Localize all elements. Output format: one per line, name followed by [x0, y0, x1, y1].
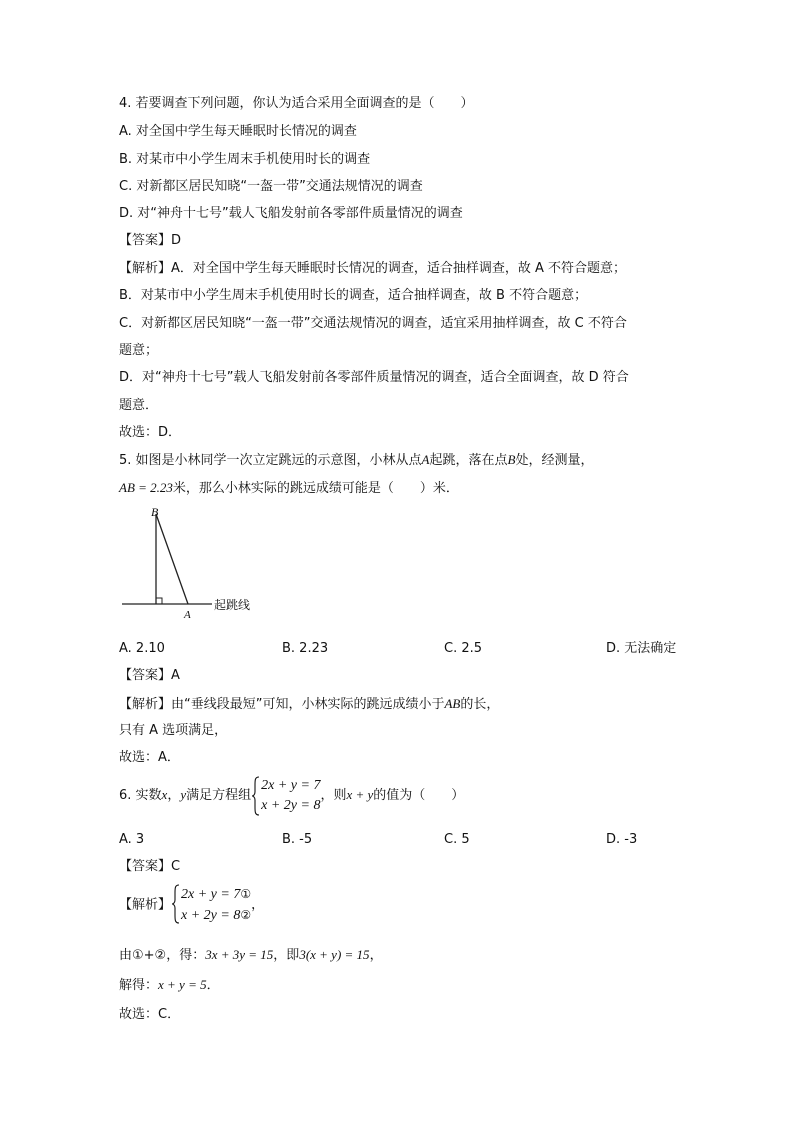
figure-label-b: B — [151, 505, 159, 519]
q5-analysis-1: 【解析】由“垂线段最短”可知，小林实际的跳远成绩小于AB的长， — [119, 696, 500, 712]
brace-icon — [251, 776, 260, 816]
q5-answer: 【答案】A — [119, 668, 180, 683]
q6-stem: 6. 实数x，y满足方程组 2x + y = 7 x + 2y = 8 ，则x + y的值为（ ） — [119, 774, 464, 817]
q5-analysis-2: 只有 A 选项满足， — [119, 723, 228, 738]
q5-stem: 5. 如图是小林同学一次立定跳远的示意图，小林从点A起跳，落在点B处，经测量， — [119, 452, 594, 468]
q4-option-b: B. 对某市中小学生周末手机使用时长的调查 — [119, 152, 371, 167]
q4-option-c: C. 对新都区居民知晓“一盔一带”交通法规情况的调查 — [119, 179, 423, 194]
q5-analysis-3: 故选：A． — [119, 750, 180, 765]
q6-option-c: C. 5 — [444, 832, 470, 847]
q5-option-d: D. 无法确定 — [606, 641, 677, 656]
q4-analysis-1: 【解析】A．对全国中学生每天睡眠时长情况的调查，适合抽样调查，故 A 不符合题意； — [119, 261, 627, 276]
ab-equation: AB = 2.23 — [119, 480, 173, 495]
q4-analysis-4: 题意； — [119, 343, 159, 358]
q4-stem: 4. 若要调查下列问题，你认为适合采用全面调查的是（ ） — [119, 96, 474, 111]
q4-analysis-2: B．对某市中小学生周末手机使用时长的调查，适合抽样调查，故 B 不符合题意； — [119, 288, 588, 303]
figure-label-a: A — [184, 609, 191, 621]
q6-step-1: 由①+②，得：3x + 3y = 15，即3(x + y) = 15， — [119, 947, 383, 963]
q4-analysis-5: D．对“神舟十七号”载人飞船发射前各零部件质量情况的调查，适合全面调查，故 D 符合 — [119, 370, 629, 385]
equation-system: 2x + y = 7 x + 2y = 8 — [251, 776, 320, 816]
right-angle-mark — [156, 598, 162, 604]
q4-option-a: A. 对全国中学生每天睡眠时长情况的调查 — [119, 124, 357, 139]
q4-analysis-7: 故选：D． — [119, 425, 182, 440]
point-a: A — [421, 452, 430, 467]
brace-icon — [171, 884, 180, 924]
point-b: B — [507, 452, 516, 467]
q6-analysis-system: 【解析】 2x + y = 7① x + 2y = 8② ， — [119, 884, 264, 927]
q5-option-c: C. 2.5 — [444, 641, 483, 656]
q6-step-2: 解得：x + y = 5． — [119, 977, 220, 993]
analysis-equation-system: 2x + y = 7① x + 2y = 8② — [171, 884, 251, 926]
q4-analysis-6: 题意． — [119, 398, 159, 413]
q4-option-d: D. 对“神舟十七号”载人飞船发射前各零部件质量情况的调查 — [119, 206, 463, 221]
q5-option-b: B. 2.23 — [282, 641, 329, 656]
q6-step-3: 故选：C． — [119, 1007, 181, 1022]
takeoff-line-label: 起跳线 — [214, 598, 251, 612]
q6-option-a: A. 3 — [119, 832, 145, 847]
q5-option-a: A. 2.10 — [119, 641, 165, 656]
segment-ab — [156, 514, 188, 604]
q5-stem-2: AB = 2.23米，那么小林实际的跳远成绩可能是（ ）米． — [119, 480, 459, 496]
q6-option-d: D. -3 — [606, 832, 638, 847]
q6-option-b: B. -5 — [282, 832, 313, 847]
q6-answer: 【答案】C — [119, 859, 181, 874]
q4-answer: 【答案】D — [119, 233, 182, 248]
long-jump-figure — [118, 502, 288, 622]
q4-analysis-3: C．对新都区居民知晓“一盔一带”交通法规情况的调查，适宜采用抽样调查，故 C 不符合 — [119, 316, 627, 331]
